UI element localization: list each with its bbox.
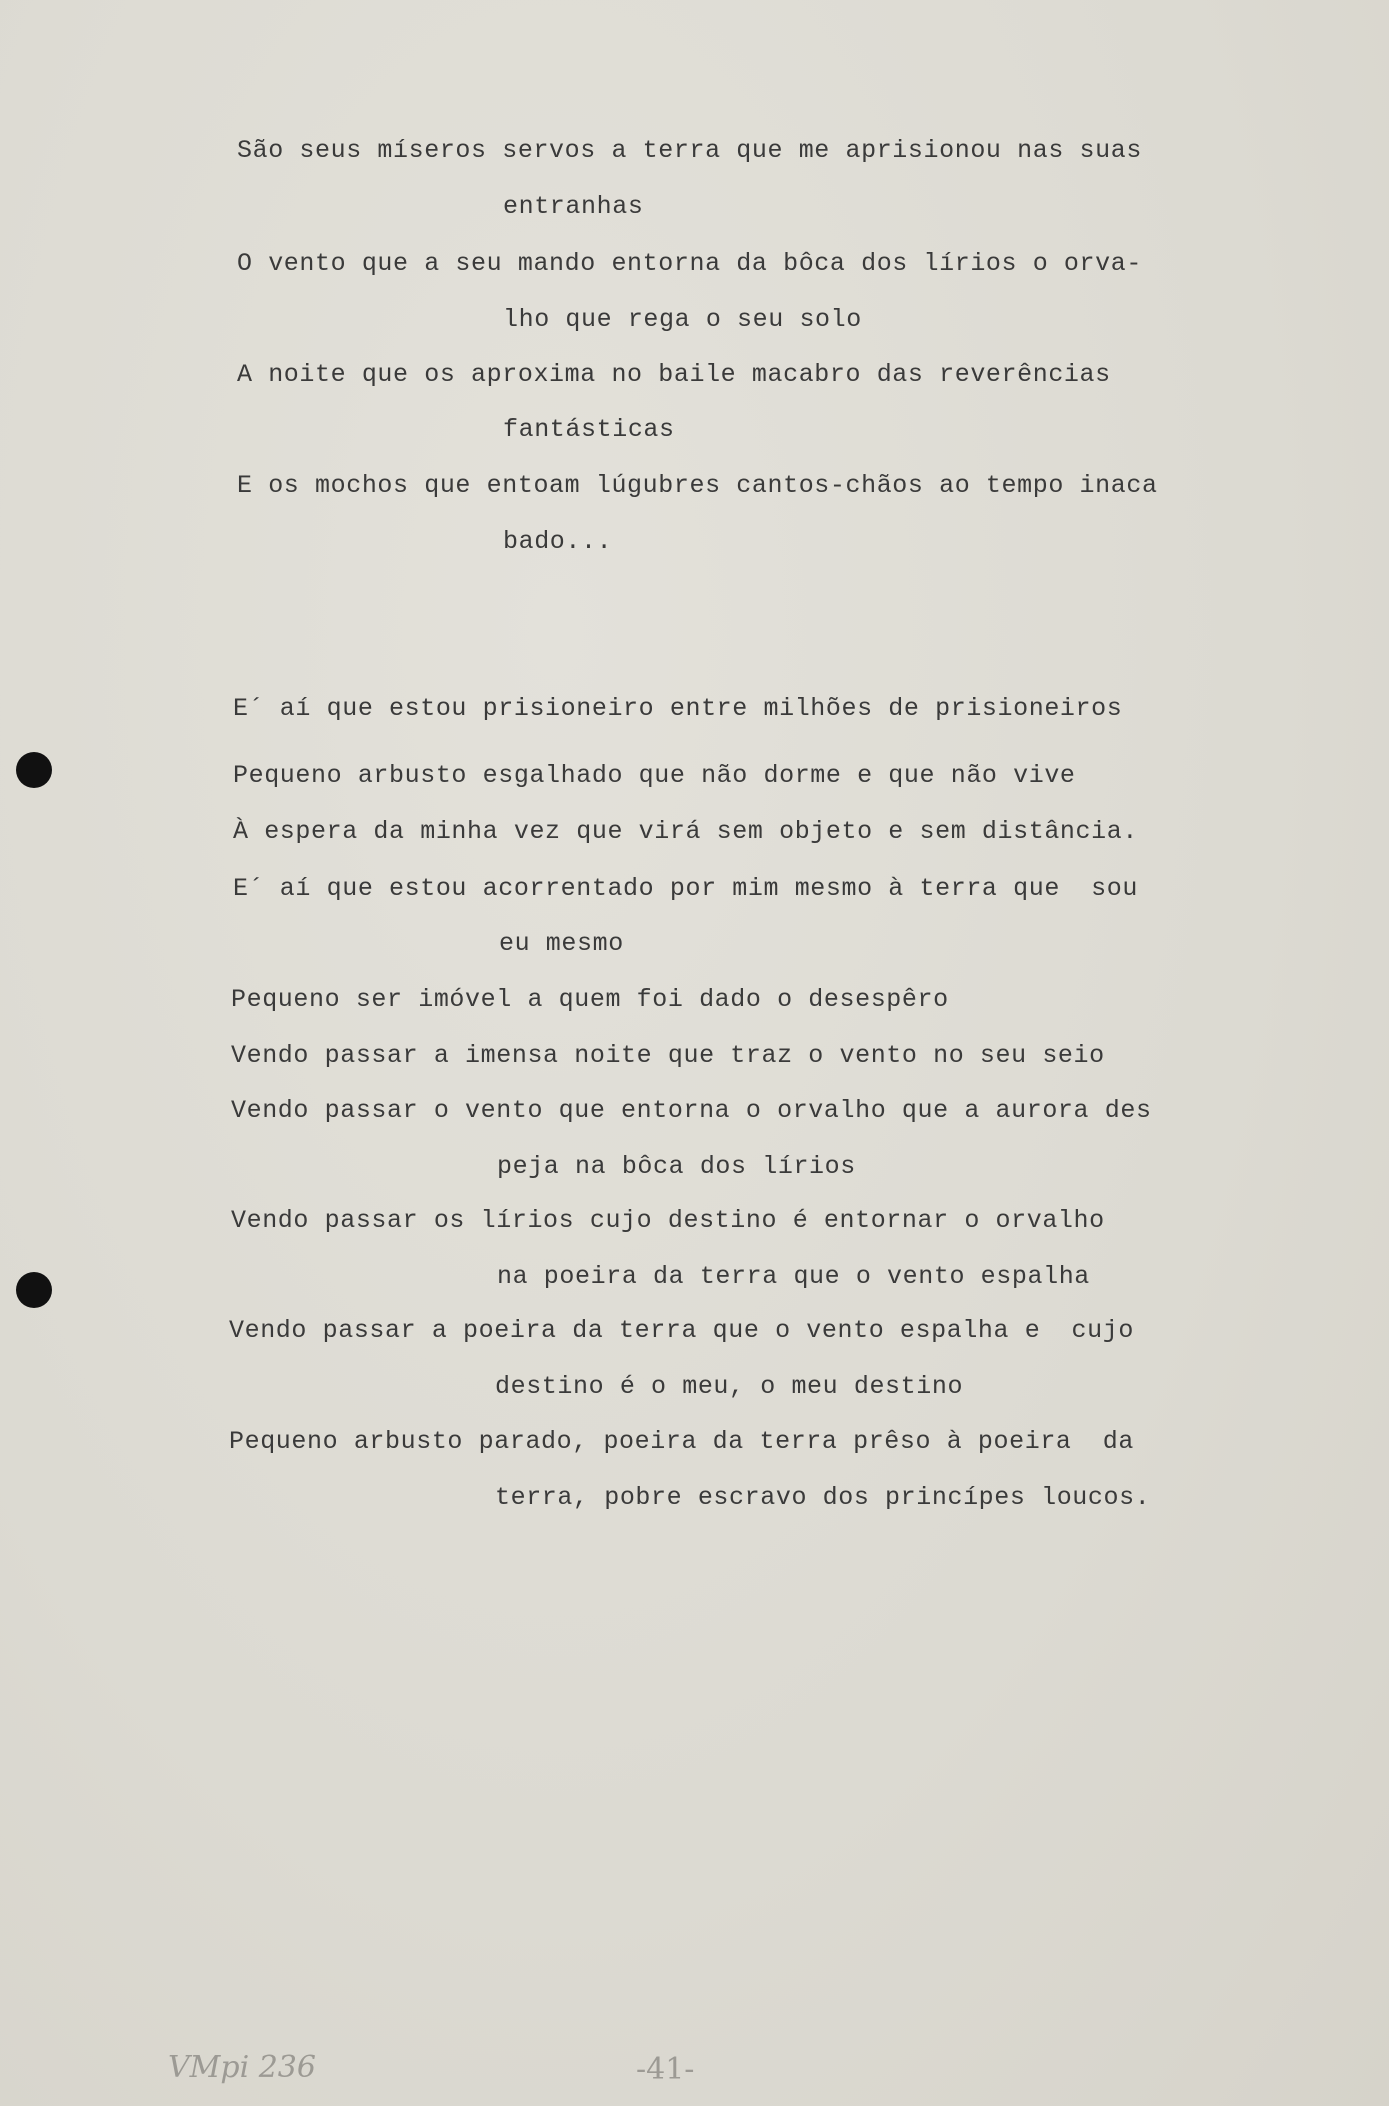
verse-line: E´ aí que estou acorrentado por mim mesmo à terra que sou [233, 874, 1138, 903]
verse-line: Pequeno arbusto esgalhado que não dorme e que não vive [233, 761, 1076, 790]
verse-line: Pequeno arbusto parado, poeira da terra prêso à poeira da [229, 1427, 1134, 1456]
punch-hole [16, 752, 52, 788]
verse-line: A noite que os aproxima no baile macabro das reverências [237, 360, 1111, 389]
verse-line: E os mochos que entoam lúgubres cantos-chãos ao tempo inaca [237, 471, 1158, 500]
verse-line: entranhas [503, 192, 644, 221]
verse-line: Vendo passar o vento que entorna o orvalho que a aurora des [231, 1096, 1152, 1125]
verse-line: eu mesmo [499, 929, 624, 958]
verse-line: São seus míseros servos a terra que me aprisionou nas suas [237, 136, 1142, 165]
verse-line: O vento que a seu mando entorna da bôca dos lírios o orva- [237, 249, 1142, 278]
verse-line: peja na bôca dos lírios [497, 1152, 856, 1181]
verse-line: E´ aí que estou prisioneiro entre milhões de prisioneiros [233, 694, 1123, 723]
verse-line: destino é o meu, o meu destino [495, 1372, 964, 1401]
verse-line: na poeira da terra que o vento espalha [497, 1262, 1090, 1291]
verse-line: bado... [503, 527, 613, 556]
verse-line: terra, pobre escravo dos princípes loucos. [495, 1483, 1151, 1512]
verse-line: Vendo passar a imensa noite que traz o vento no seu seio [231, 1041, 1105, 1070]
verse-line: À espera da minha vez que virá sem objeto e sem distância. [233, 817, 1138, 846]
verse-line: Pequeno ser imóvel a quem foi dado o desespêro [231, 985, 949, 1014]
verse-line: fantásticas [503, 415, 675, 444]
verse-line: lho que rega o seu solo [503, 305, 862, 334]
punch-hole [16, 1272, 52, 1308]
page-number: -41- [636, 2052, 695, 2087]
archive-note: VMpi 236 [168, 2050, 316, 2085]
verse-line: Vendo passar os lírios cujo destino é entornar o orvalho [231, 1206, 1105, 1235]
verse-line: Vendo passar a poeira da terra que o vento espalha e cujo [229, 1316, 1134, 1345]
